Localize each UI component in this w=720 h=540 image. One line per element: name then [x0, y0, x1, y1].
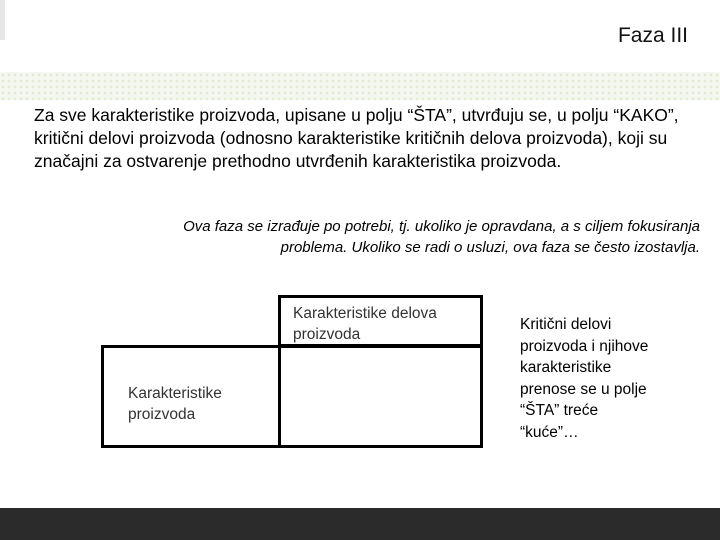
side-line-4: prenose se u polje: [520, 380, 647, 398]
side-line-1: Kritični delovi: [520, 316, 612, 333]
label-top-line-1: Karakteristike delova: [293, 305, 437, 322]
side-line-2: proizvoda i njihove: [520, 337, 649, 355]
side-explanation: [520, 314, 680, 443]
side-line-3: karakteristike: [520, 359, 612, 376]
footer-bar: [0, 508, 720, 540]
label-top-line-2: proizvoda: [293, 326, 361, 343]
note-line-2: problema. Ukoliko se radi o usluzi, ova faza se često izostavlja.: [280, 239, 700, 256]
intro-paragraph: Za sve karakteristike proizvoda, upisane u polju “ŠTA”, utvrđuju se, u polju “KAKO”, kritični delovi proizvoda (odnosno karakteristike kritičnih delova proizvoda), koji su značajni za ostvarenje prethodno utvrđenih karakteristika proizvoda.: [34, 105, 679, 171]
label-product-part-characteristics: [293, 303, 478, 345]
header-pattern-band: [0, 72, 720, 100]
slide-title: Faza III: [617, 24, 688, 47]
box-matrix-cell: [278, 345, 483, 448]
side-line-5: “ŠTA” treće: [520, 402, 599, 419]
label-left-line-1: Karakteristike: [128, 385, 222, 402]
side-line-6: “kuće”…: [520, 423, 579, 441]
note-line-1: Ova faza se izrađuje po potrebi, tj. ukoliko je opravdana, a s ciljem fokusiranja: [183, 218, 700, 235]
left-edge-decoration: [0, 0, 5, 40]
note-paragraph: [60, 216, 700, 258]
label-left-line-2: proizvoda: [128, 406, 196, 423]
label-product-characteristics: [128, 383, 258, 425]
